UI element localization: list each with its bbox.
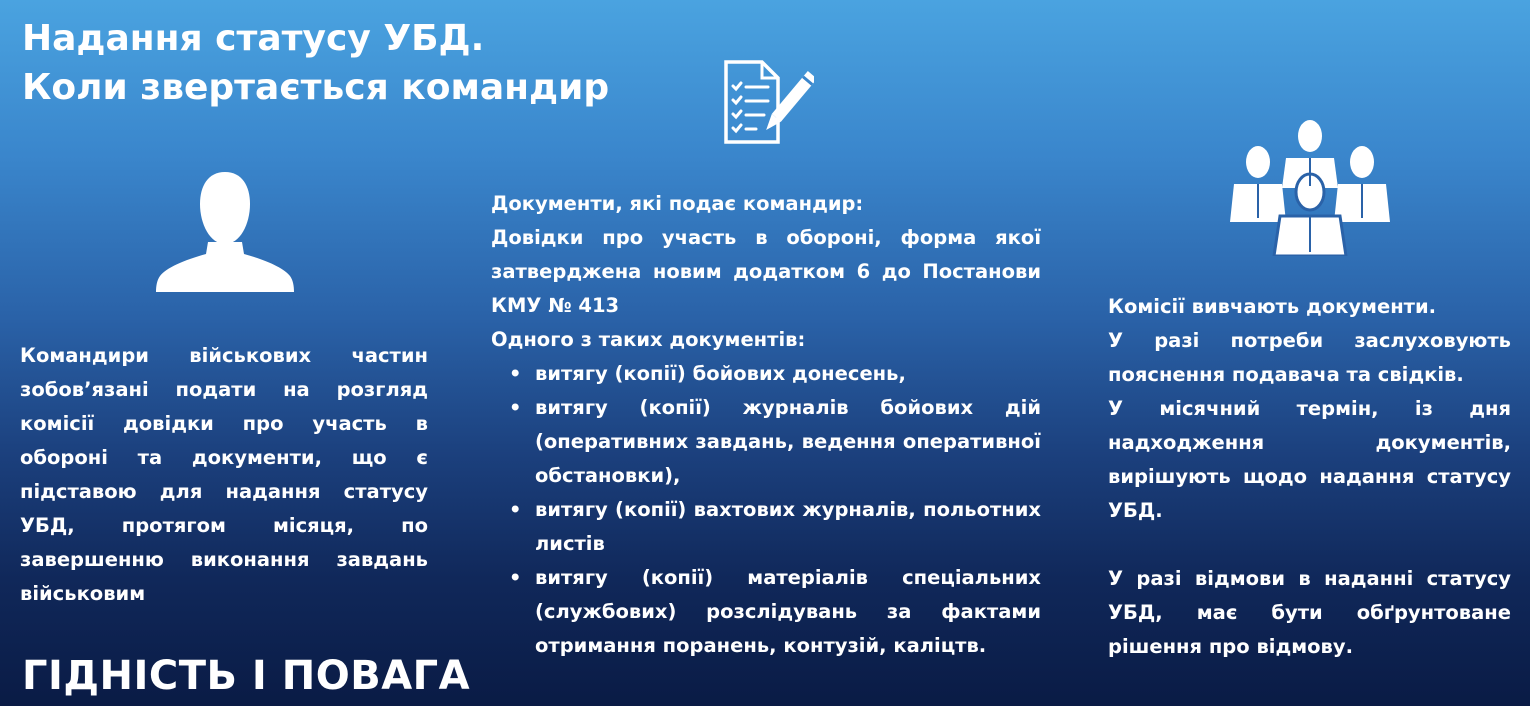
list-item-text: витягу (копії) матеріалів спеціальних (службових) розслідувань за фактами отримання поранень, контузій, каліцтв. xyxy=(535,566,1041,657)
checklist-document-pen-icon xyxy=(722,58,814,146)
list-item xyxy=(491,357,1041,391)
documents-section xyxy=(491,187,1041,663)
list-item-text: витягу (копії) бойових донесень, xyxy=(535,362,906,385)
documents-list xyxy=(491,357,1041,663)
documents-subheading: Одного з таких документів: xyxy=(491,328,806,351)
list-item-text: витягу (копії) журналів бойових дій (оперативних завдань, ведення оперативної обстановки), xyxy=(535,396,1041,487)
person-silhouette-icon xyxy=(156,170,294,292)
list-item xyxy=(491,493,1041,561)
commission-paragraph-4: У разі відмови в наданні статусу УБД, має бути обґрунтоване рішення про відмову. xyxy=(1108,567,1511,658)
title-line-1: Надання статусу УБД. xyxy=(22,18,485,59)
list-item xyxy=(491,561,1041,663)
commander-obligation-text: Командири військових частин зобов’язані подати на розгляд комісії довідки про участь в обороні та документи, що є підставою для надання статусу УБД, протягом місяця, по завершенню виконання завдань військовим xyxy=(20,344,428,605)
commission-section xyxy=(1108,290,1511,664)
documents-heading: Документи, які подає командир: xyxy=(491,192,864,215)
bullet-icon: • xyxy=(509,498,522,521)
bullet-icon: • xyxy=(509,396,522,419)
documents-paragraph: Довідки про участь в обороні, форма якої затверджена новим додатком 6 до Постанови КМУ № 413 xyxy=(491,226,1041,317)
commission-paragraph-3: У місячний термін, із дня надходження документів, вирішують щодо надання статусу УБД. xyxy=(1108,397,1511,522)
commission-paragraph-2: У разі потреби заслуховують пояснення подавача та свідків. xyxy=(1108,329,1511,386)
bullet-icon: • xyxy=(509,566,522,589)
paragraph-spacer xyxy=(1108,528,1511,562)
title-line-2: Коли звертається командир xyxy=(22,67,610,108)
commission-paragraph-1: Комісії вивчають документи. xyxy=(1108,295,1437,318)
list-item xyxy=(491,391,1041,493)
bullet-icon: • xyxy=(509,362,522,385)
group-of-people-icon xyxy=(1228,118,1392,256)
list-item-text: витягу (копії) вахтових журналів, польотних листів xyxy=(535,498,1041,555)
page-title xyxy=(22,14,609,112)
footer-slogan: ГІДНІСТЬ І ПОВАГА xyxy=(22,653,471,699)
